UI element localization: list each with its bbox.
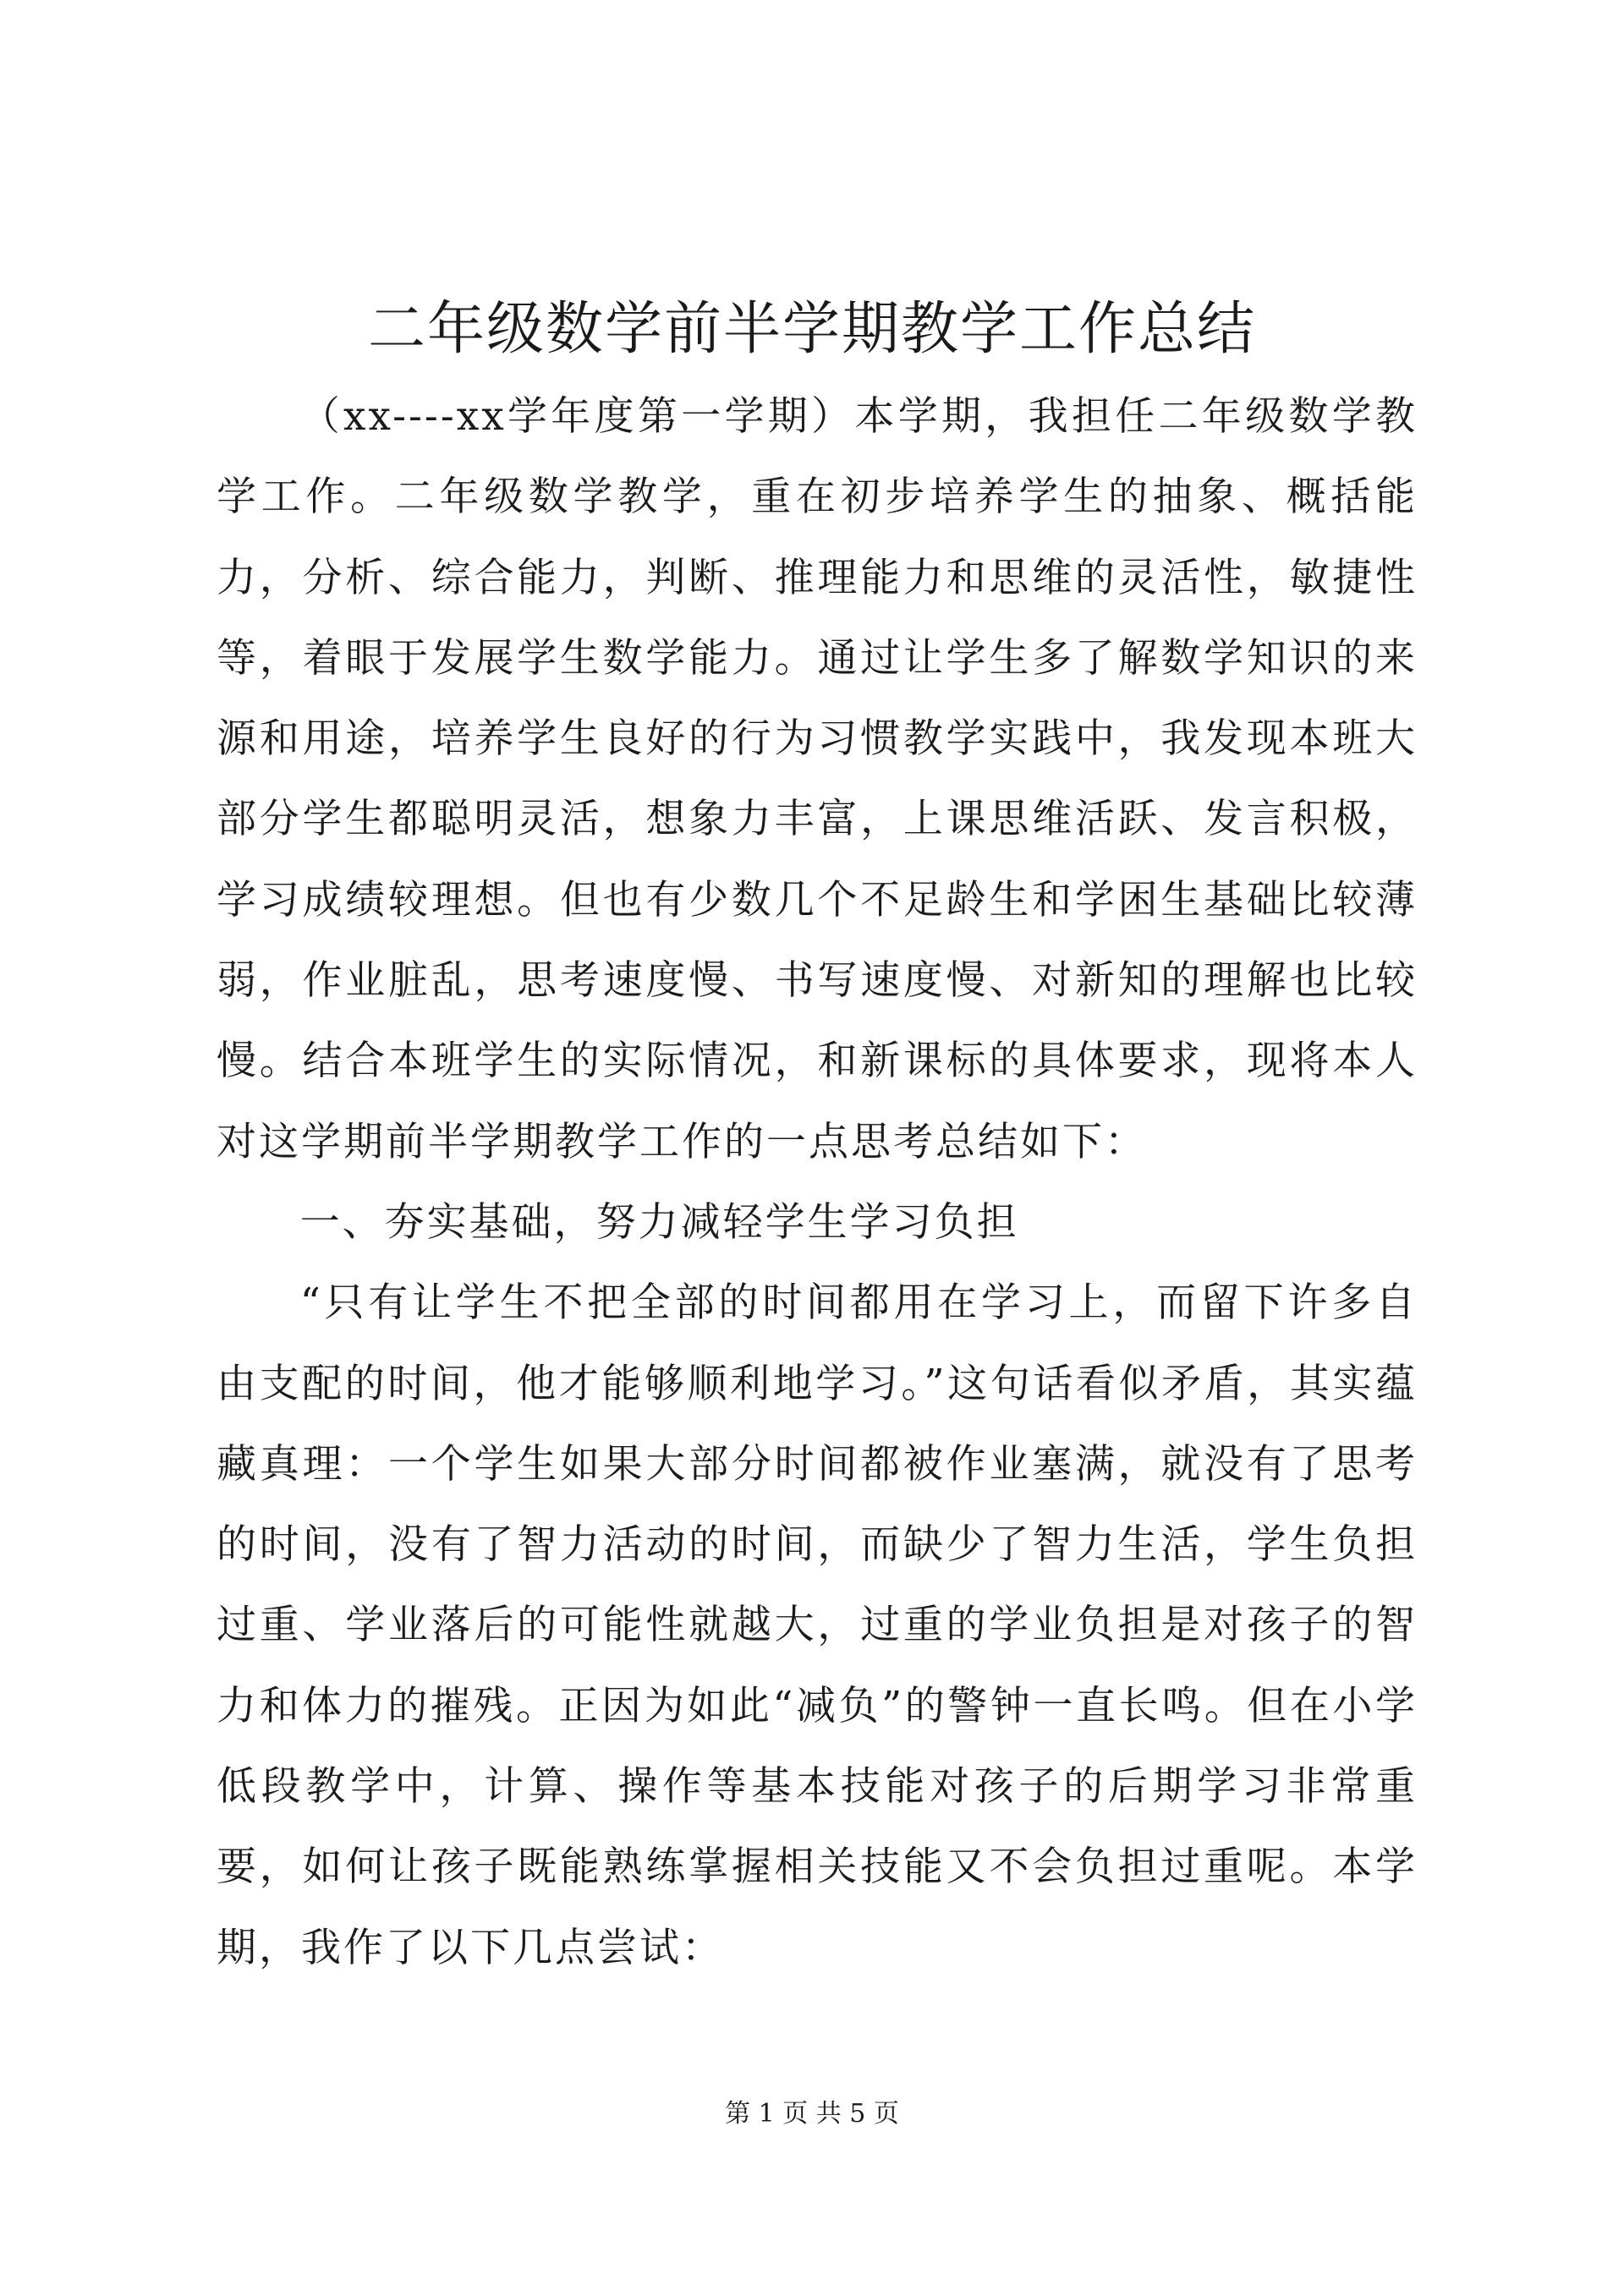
document-title: 二年级数学前半学期教学工作总结 — [367, 296, 1256, 363]
section-heading-1: 一、夯实基础，努力减轻学生学习负担 — [299, 1198, 1019, 1246]
document-body — [217, 376, 1418, 1988]
page-number-footer: 第 1 页 共 5 页 — [725, 2099, 899, 2129]
intro-paragraph: （xx----xx学年度第一学期）本学期，我担任二年级数学教学工作。二年级数学教学，重在初步培养学生的抽象、概括能力，分析、综合能力，判断、推理能力和思维的灵活性，敏捷性等，着眼于发展学生数学能力。通过让学生多了解数学知识的来源和用途，培养学生良好的行为习惯教学实践中，我发现本班大部分学生都聪明灵活，想象力丰富，上课思维活跃、发言积极，学习成绩较理想。但也有少数几个不足龄生和学困生基础比较薄弱，作业脏乱，思考速度慢、书写速度慢、对新知的理解也比较慢。结合本班学生的实际情况，和新课标的具体要求，现将本人对这学期前半学期教学工作的一点思考总结如下： — [217, 393, 1418, 1165]
section-1-paragraph: “只有让学生不把全部的时间都用在学习上，而留下许多自由支配的时间，他才能够顺利地学习。”这句话看似矛盾，其实蕴藏真理：一个学生如果大部分时间都被作业塞满，就没有了思考的时间，没有了智力活动的时间，而缺少了智力生活，学生负担过重、学业落后的可能性就越大，过重的学业负担是对孩子的智力和体力的摧残。正因为如此“减负”的警钟一直长鸣。但在小学低段教学中，计算、操作等基本技能对孩子的后期学习非常重要，如何让孩子既能熟练掌握相关技能又不会负担过重呢。本学期，我作了以下几点尝试： — [217, 1280, 1418, 1971]
